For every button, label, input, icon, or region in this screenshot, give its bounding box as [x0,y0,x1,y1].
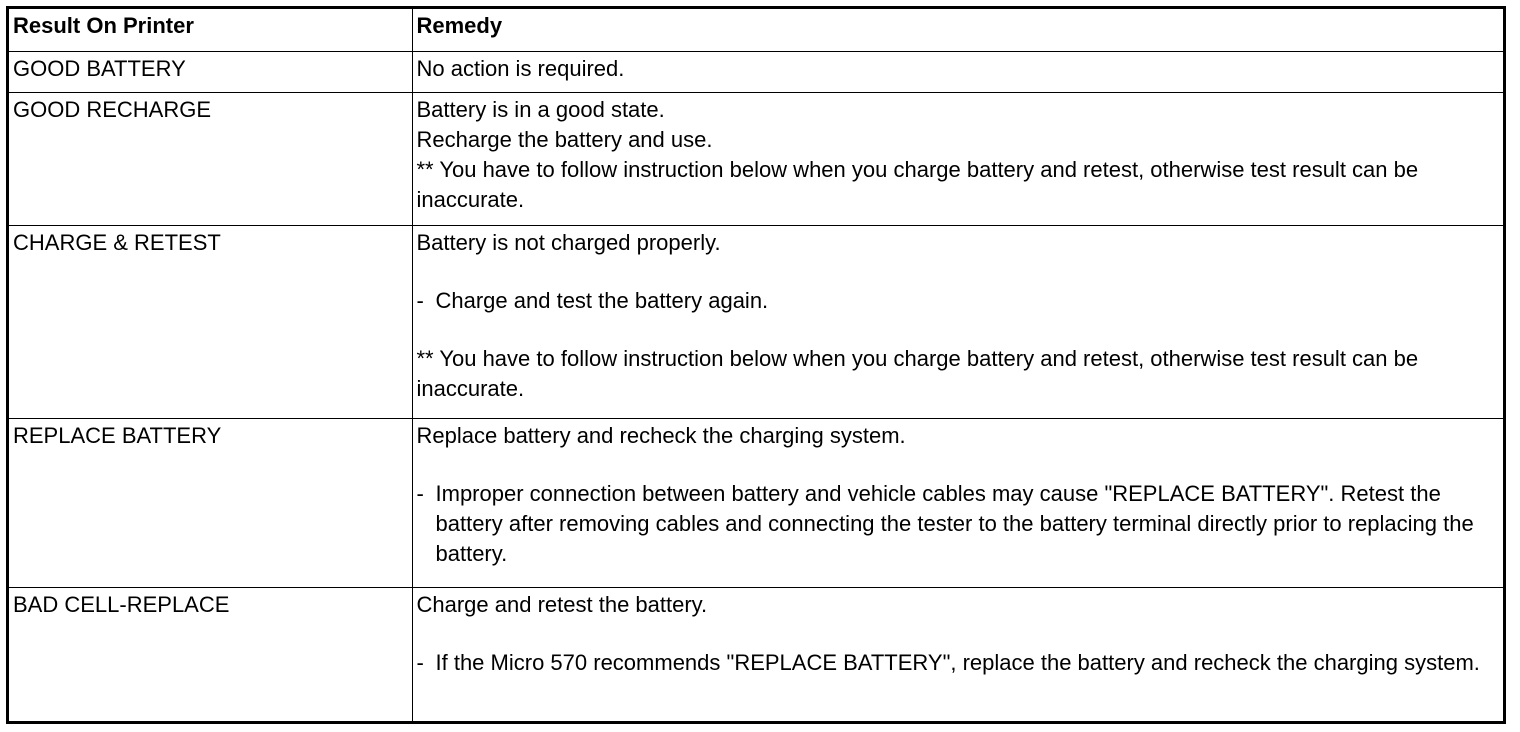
bullet-text: Improper connection between battery and vehicle cables may cause "REPLACE BATTERY". Retest the battery after removing cables and connecting the tester to the battery terminal directly prior to replacing the battery. [435,480,1474,566]
remedy-text: No action is required. [416,55,625,81]
result-cell: REPLACE BATTERY [9,418,412,587]
result-cell: GOOD BATTERY [9,51,412,92]
remedy-note: ** You have to follow instruction below when you charge battery and retest, otherwise test result can be inaccurate. [416,156,1419,212]
bullet-dash: - [416,649,424,675]
table-row [9,225,1503,418]
remedy-bullet [417,648,1504,678]
table-header-row [9,9,1503,51]
results-table [9,9,1503,723]
remedy-cell [412,92,1503,225]
remedy-cell [412,225,1503,418]
remedy-text: Recharge the battery and use. [416,126,713,152]
remedy-bullet [417,286,1504,316]
header-remedy: Remedy [412,9,1503,51]
table-row [9,418,1503,587]
remedy-cell [412,587,1503,723]
remedy-cell [412,418,1503,587]
bullet-text: If the Micro 570 recommends "REPLACE BATTERY", replace the battery and recheck the charging system. [435,649,1480,675]
remedy-cell [412,51,1503,92]
bullet-dash: - [416,480,424,506]
remedy-text: Battery is in a good state. [416,96,665,122]
battery-test-results-table [6,6,1506,724]
result-cell: GOOD RECHARGE [9,92,412,225]
bullet-text: Charge and test the battery again. [435,287,769,313]
header-result-on-printer: Result On Printer [9,9,412,51]
remedy-bullet [417,479,1504,569]
table-row [9,51,1503,92]
bullet-dash: - [416,287,424,313]
remedy-intro: Battery is not charged properly. [416,229,721,255]
remedy-intro: Charge and retest the battery. [416,591,708,617]
table-row [9,587,1503,723]
result-cell: BAD CELL-REPLACE [9,587,412,723]
result-cell: CHARGE & RETEST [9,225,412,418]
remedy-note: ** You have to follow instruction below when you charge battery and retest, otherwise test result can be inaccurate. [416,345,1419,401]
table-row [9,92,1503,225]
remedy-intro: Replace battery and recheck the charging system. [416,422,906,448]
